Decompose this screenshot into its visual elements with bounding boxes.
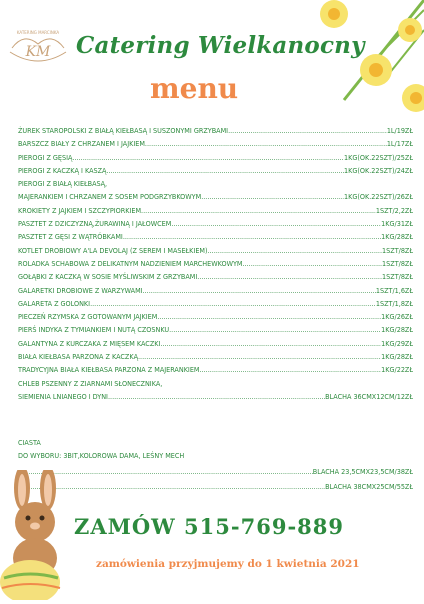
menu-item: SIEMIENIA LNIANEGO I DYNI ..... BLACHA 36CMX12CM/12ZŁ bbox=[18, 390, 413, 403]
menu-item: ROLADKA SCHABOWA Z DELIKATNYM NADZIENIEM MARCHEWKOWYM ..... 1SZT/8ZŁ bbox=[18, 257, 413, 270]
order-phone: ZAMÓW 515-769-889 bbox=[74, 514, 344, 539]
logo-monogram-icon bbox=[4, 22, 72, 70]
menu-item: GOŁĄBKI Z KACZKĄ W SOSIE MYŚLIWSKIM Z GRZYBAMI ..... 1SZT/8ZŁ bbox=[18, 270, 413, 283]
daffodil-flowers-icon bbox=[284, 0, 424, 120]
menu-item: PIECZEŃ RZYMSKA Z GOTOWANYM JAJKIEM ..... 1KG/26ZŁ bbox=[18, 310, 413, 323]
cakes-heading: CIASTA bbox=[18, 438, 41, 447]
menu-item: PIERŚ INDYKA Z TYMIANKIEM I NUTĄ CZOSNKU ..... 1KG/28ZŁ bbox=[18, 323, 413, 336]
svg-text:KM: KM bbox=[25, 44, 51, 60]
menu-list bbox=[18, 124, 413, 403]
menu-item: TRADYCYJNA BIAŁA KIEŁBASA PARZONA Z MAJERANKIEM ..... 1KG/22ZŁ bbox=[18, 363, 413, 376]
menu-item: PASZTET Z DZICZYZNĄ,ŻURAWINĄ I JAŁOWCEM ..... 1KG/31ZŁ bbox=[18, 217, 413, 230]
menu-item: GALARETA Z GOLONKI ..... 1SZT/1,8ZŁ bbox=[18, 297, 413, 310]
menu-item: GALANTYNA Z KURCZAKA Z MIĘSEM KACZKI ..... 1KG/29ZŁ bbox=[18, 337, 413, 350]
cake-size-item: ..... BLACHA 38CMX25CM/55ZŁ bbox=[18, 480, 413, 493]
menu-item: PIEROGI Z GĘSIĄ ..... 1KG(OK.22SZT)/25ZŁ bbox=[18, 151, 413, 164]
menu-item: KROKIETY Z JAJKIEM I SZCZYPIORKIEM ..... 1SZT/2,2ZŁ bbox=[18, 204, 413, 217]
menu-item: PIEROGI Z KACZKĄ I KASZĄ ..... 1KG(OK.22SZT)/24ZŁ bbox=[18, 164, 413, 177]
page-title: Catering Wielkanocny bbox=[76, 32, 365, 59]
logo-text: KATERING MARCINKA bbox=[16, 30, 60, 35]
menu-item: KOTLET DROBIOWY A'LA DEVOLAJ (Z SEREM I MASEŁKIEM) ..... 1SZT/8ZŁ bbox=[18, 244, 413, 257]
order-deadline-note: zamówienia przyjmujemy do 1 kwietnia 2021 bbox=[96, 558, 360, 570]
page-subtitle: menu bbox=[150, 72, 239, 105]
menu-item: BARSZCZ BIAŁY Z CHRZANEM I JAJKIEM ..... 1L/17ZŁ bbox=[18, 137, 413, 150]
menu-item: PIEROGI Z BIAŁĄ KIEŁBASĄ, bbox=[18, 179, 108, 189]
menu-item: GALARETKI DROBIOWE Z WARZYWAMI ..... 1SZT/1,6ZŁ bbox=[18, 284, 413, 297]
menu-item: PASZTET Z GĘSI Z WĄTRÓBKAMI ..... 1KG/28ZŁ bbox=[18, 230, 413, 243]
cake-size-item: ..... BLACHA 23,5CMX23,5CM/38ZŁ bbox=[18, 465, 413, 478]
menu-item: CHLEB PSZENNY Z ZIARNAMI SŁONECZNIKA, bbox=[18, 378, 163, 388]
menu-item: ŻUREK STAROPOLSKI Z BIAŁĄ KIEŁBASĄ I SUSZONYMI GRZYBAMI ..... 1L/19ZŁ bbox=[18, 124, 413, 137]
cakes-choice: DO WYBORU: 3BIT,KOLOROWA DAMA, LEŚNY MECH bbox=[18, 451, 185, 461]
easter-bunny-icon bbox=[0, 470, 80, 600]
menu-item: MAJERANKIEM I CHRZANEM Z SOSEM PODGRZYBKOWYM ..... 1KG(OK.22SZT)/26ZŁ bbox=[18, 190, 413, 203]
menu-item: BIAŁA KIEŁBASA PARZONA Z KACZKĄ ..... 1KG/28ZŁ bbox=[18, 350, 413, 363]
